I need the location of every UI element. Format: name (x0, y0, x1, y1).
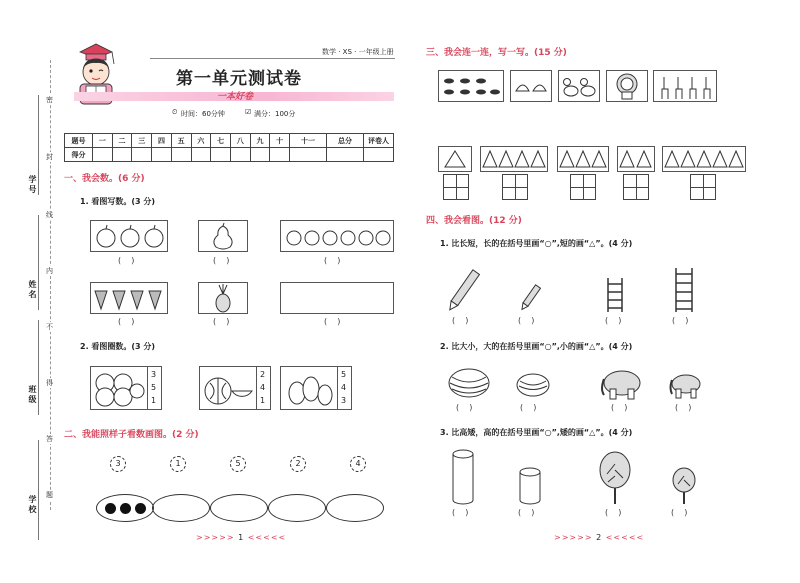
page-number-1: >>>>> 1 <<<<< (196, 533, 287, 542)
answer-blank[interactable]: ( ) (324, 317, 341, 326)
page-title: 第一单元测试卷 (176, 69, 302, 89)
score-label: 满分：100分 (254, 110, 296, 118)
watermelon-small-icon (515, 371, 551, 399)
answer-blank[interactable]: ( ) (520, 403, 537, 412)
orange-icon (93, 371, 145, 407)
answer-blank[interactable]: ( ) (213, 256, 230, 265)
picture-box-pear (198, 220, 248, 252)
apple-icon (91, 221, 167, 251)
lion-icon (607, 71, 647, 101)
score-cell: 八 (230, 134, 250, 148)
writing-grid[interactable] (570, 174, 596, 200)
fill-line-2 (38, 215, 39, 310)
checkbox-icon: ☑ (245, 108, 252, 116)
answer-blank[interactable]: ( ) (518, 508, 535, 517)
giraffe-icon (654, 71, 716, 101)
number-badge-label: 2 (295, 459, 301, 468)
choice-number[interactable]: 4 (260, 383, 266, 392)
score-table-header-row (65, 134, 394, 148)
answer-blank[interactable]: ( ) (675, 403, 692, 412)
picture-box-strawberries (90, 282, 168, 314)
triangle-icon (439, 147, 471, 171)
answer-blank[interactable]: ( ) (518, 316, 535, 325)
score-cell: 四 (152, 134, 172, 148)
page-number-2: >>>>> 2 <<<<< (554, 533, 645, 542)
dot-icon (105, 503, 116, 514)
pencil-long-icon (445, 268, 481, 314)
animal-box-ducks (558, 70, 600, 102)
score-cell: 得分 (65, 148, 93, 162)
score-input-cell[interactable] (270, 148, 290, 162)
number-badge (290, 456, 306, 472)
animal-box-lion (606, 70, 648, 102)
drawing-oval[interactable] (326, 494, 384, 522)
clock-icon: ⏲ (172, 108, 178, 116)
question-1-2: 2. 看图圈数。(3 分) (80, 342, 156, 351)
answer-blank[interactable]: ( ) (324, 256, 341, 265)
triangle-box-1 (438, 146, 472, 172)
bird-icon (511, 71, 551, 101)
picture-box-apples (90, 220, 168, 252)
choice-number[interactable]: 5 (151, 383, 157, 392)
score-input-cell[interactable] (290, 148, 327, 162)
score-cell: 十 (270, 134, 290, 148)
binding-strip (0, 0, 60, 583)
number-badge-label: 4 (355, 459, 361, 468)
seal-char-4: 内 (46, 267, 53, 275)
score-input-cell[interactable] (112, 148, 132, 162)
watermelon-icon (202, 371, 254, 407)
score-input-cell[interactable] (364, 148, 394, 162)
header-rule (150, 58, 395, 59)
triangle-box-2 (617, 146, 655, 172)
tree-tall-icon (598, 450, 632, 506)
answer-blank[interactable]: ( ) (456, 403, 473, 412)
answer-blank[interactable]: ( ) (605, 508, 622, 517)
subject-header: 数学 · XS · 一年级上册 (322, 48, 394, 56)
question-4-3: 3. 比高矮，高的在括号里画“○”,矮的画“△”。(4 分) (440, 428, 633, 437)
picture-box-peaches (280, 220, 394, 252)
circle-box-oranges (90, 366, 162, 410)
squash-icon (283, 371, 335, 407)
fill-line-3 (38, 320, 39, 415)
seal-char-1: 密 (46, 96, 53, 104)
cylinder-short-icon (517, 466, 543, 506)
writing-grid[interactable] (623, 174, 649, 200)
number-badge-label: 5 (235, 459, 241, 468)
score-input-cell[interactable] (211, 148, 231, 162)
ladder-tall-icon (672, 266, 696, 314)
triangle-icon (481, 147, 547, 171)
score-input-cell[interactable] (191, 148, 211, 162)
label-name: 姓名 (28, 280, 37, 300)
strawberry-icon (91, 283, 167, 313)
seal-char-6: 得 (46, 379, 53, 387)
circle-box-watermelons (199, 366, 271, 410)
picture-box-empty (280, 282, 394, 314)
peach-icon (281, 221, 393, 251)
answer-blank[interactable]: ( ) (452, 316, 469, 325)
number-badge (110, 456, 126, 472)
answer-blank[interactable]: ( ) (452, 508, 469, 517)
score-input-cell[interactable] (230, 148, 250, 162)
choice-number[interactable]: 2 (260, 370, 266, 379)
dot-icon (120, 503, 131, 514)
elephant-large-icon (598, 365, 646, 401)
score-input-cell[interactable] (93, 148, 113, 162)
cylinder-tall-icon (450, 448, 476, 506)
drawing-oval[interactable] (210, 494, 268, 522)
seal-char-2: 封 (46, 153, 53, 161)
score-cell: 题号 (65, 134, 93, 148)
choice-number[interactable]: 1 (260, 396, 266, 405)
seal-char-5: 不 (46, 323, 53, 331)
triangle-icon (663, 147, 745, 171)
score-cell: 评卷人 (364, 134, 394, 148)
fill-line-1 (38, 95, 39, 195)
answer-blank[interactable]: ( ) (213, 317, 230, 326)
score-cell: 二 (112, 134, 132, 148)
animal-box-birds (510, 70, 552, 102)
score-cell: 六 (191, 134, 211, 148)
drawing-oval[interactable] (152, 494, 210, 522)
choice-number[interactable]: 3 (341, 396, 347, 405)
writing-grid[interactable] (443, 174, 469, 200)
score-input-cell[interactable] (132, 148, 152, 162)
number-badge (350, 456, 366, 472)
triangle-icon (558, 147, 608, 171)
duck-icon (559, 71, 599, 101)
number-badge-label: 3 (115, 459, 121, 468)
score-cell: 五 (171, 134, 191, 148)
question-4-1: 1. 比长短，长的在括号里画“○”,短的画“△”。(4 分) (440, 239, 633, 248)
score-cell: 九 (250, 134, 270, 148)
question-4-2: 2. 比大小，大的在括号里画“○”,小的画“△”。(4 分) (440, 342, 633, 351)
drawing-oval[interactable] (268, 494, 326, 522)
triangle-box-3 (557, 146, 609, 172)
choice-number[interactable]: 5 (341, 370, 347, 379)
label-school: 学校 (28, 495, 37, 515)
section-3-title: 三、我会连一连，写一写。(15 分) (426, 48, 567, 58)
fill-line-4 (38, 440, 39, 540)
choice-number[interactable]: 4 (341, 383, 347, 392)
number-badge-label: 1 (175, 459, 181, 468)
score-table (64, 133, 394, 162)
answer-blank[interactable]: ( ) (118, 256, 135, 265)
score-cell: 七 (211, 134, 231, 148)
brand-label: 一本好卷 (217, 92, 254, 102)
score-input-cell[interactable] (152, 148, 172, 162)
answer-blank[interactable]: ( ) (672, 316, 689, 325)
score-cell: 一 (93, 134, 113, 148)
writing-grid[interactable] (690, 174, 716, 200)
tree-short-icon (670, 466, 698, 506)
score-input-cell[interactable] (171, 148, 191, 162)
seal-char-8: 题 (46, 491, 53, 499)
triangle-icon (618, 147, 654, 171)
seal-char-3: 线 (46, 211, 53, 219)
score-cell: 三 (132, 134, 152, 148)
picture-box-pineapple (198, 282, 248, 314)
answer-blank[interactable]: ( ) (605, 316, 622, 325)
score-cell: 十一 (290, 134, 327, 148)
section-4-title: 四、我会看图。(12 分) (426, 216, 522, 226)
dot-icon (135, 503, 146, 514)
answer-blank[interactable]: ( ) (611, 403, 628, 412)
answer-blank[interactable]: ( ) (118, 317, 135, 326)
time-label: 时间：60分钟 (181, 110, 225, 118)
question-1-1: 1. 看图写数。(3 分) (80, 197, 156, 206)
seal-char-7: 答 (46, 435, 53, 443)
pear-icon (199, 221, 247, 251)
number-badge (230, 456, 246, 472)
ant-icon (439, 71, 503, 101)
triangle-box-4 (480, 146, 548, 172)
choice-number[interactable]: 1 (151, 396, 157, 405)
score-cell: 总分 (326, 134, 363, 148)
label-class: 班级 (28, 385, 37, 405)
pineapple-icon (199, 283, 247, 313)
pencil-short-icon (515, 282, 545, 314)
answer-blank[interactable]: ( ) (671, 508, 688, 517)
score-input-cell[interactable] (326, 148, 363, 162)
ladder-short-icon (604, 276, 626, 314)
score-input-cell[interactable] (250, 148, 270, 162)
elephant-small-icon (666, 370, 706, 400)
number-badge (170, 456, 186, 472)
score-table-score-row (65, 148, 394, 162)
animal-box-ants (438, 70, 504, 102)
section-1-title: 一、我会数。(6 分) (64, 174, 145, 184)
choice-number[interactable]: 3 (151, 370, 157, 379)
writing-grid[interactable] (502, 174, 528, 200)
label-student-id: 学号 (28, 175, 37, 195)
animal-box-giraffes (653, 70, 717, 102)
section-2-title: 二、我能照样子看数画图。(2 分) (64, 430, 199, 440)
circle-box-squash (280, 366, 352, 410)
triangle-box-5 (662, 146, 746, 172)
example-oval (96, 494, 154, 522)
watermelon-large-icon (446, 365, 492, 401)
